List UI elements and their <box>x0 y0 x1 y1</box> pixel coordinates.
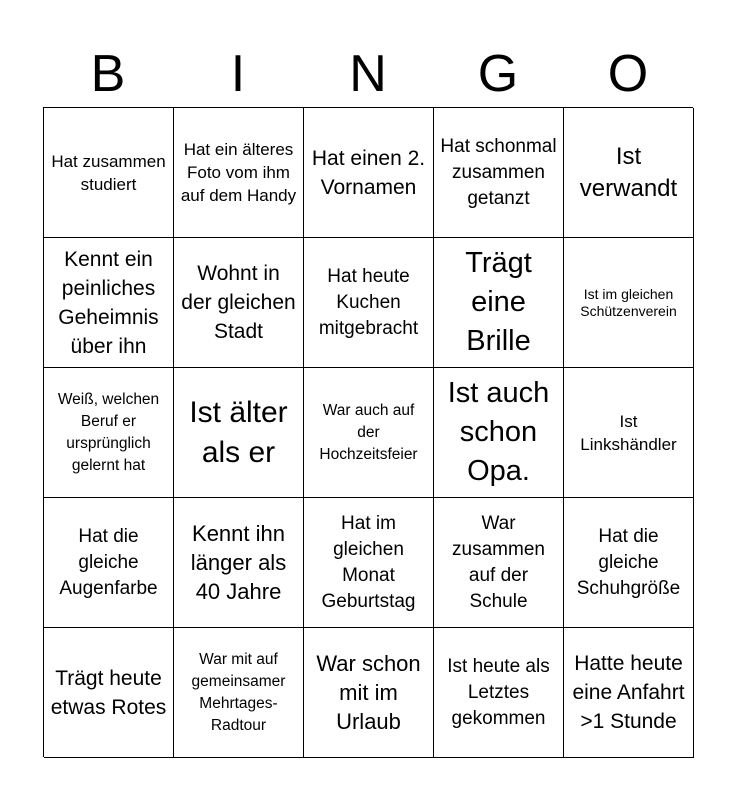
cell-text: Weiß, welchen Beruf er ursprünglich gelernt hat <box>57 390 160 474</box>
cell-text: Ist im gleichen Schützenverein <box>580 285 677 319</box>
bingo-grid <box>43 107 693 757</box>
cell-text: Hat ein älteres Foto vom ihm auf dem Handy <box>180 140 297 205</box>
header-letter-o: O <box>607 45 649 103</box>
bingo-cell[interactable] <box>174 368 304 498</box>
bingo-cell[interactable] <box>44 368 174 498</box>
bingo-cell[interactable] <box>434 628 564 758</box>
cell-text: Hat heute Kuchen mitgebracht <box>318 265 419 339</box>
cell-text: Trägt heute etwas Rotes <box>50 666 167 719</box>
cell-text: War mit auf gemeinsamer Mehrtages-Radtour <box>191 650 286 734</box>
cell-text: Hat schonmal zusammen getanzt <box>440 135 557 209</box>
bingo-cell[interactable] <box>304 498 434 628</box>
bingo-cell[interactable] <box>304 368 434 498</box>
bingo-cell[interactable] <box>564 238 694 368</box>
bingo-cell[interactable] <box>434 368 564 498</box>
bingo-cell[interactable] <box>174 238 304 368</box>
bingo-cell[interactable] <box>44 498 174 628</box>
cell-text: Kennt ihn länger als 40 Jahre <box>190 521 287 604</box>
header-letter-b: B <box>90 45 126 103</box>
bingo-cell[interactable] <box>434 238 564 368</box>
bingo-cell[interactable] <box>564 628 694 758</box>
bingo-cell[interactable] <box>44 628 174 758</box>
header-letter-g: G <box>477 45 519 103</box>
bingo-cell[interactable] <box>304 238 434 368</box>
bingo-cell[interactable] <box>174 498 304 628</box>
bingo-cell[interactable] <box>564 368 694 498</box>
bingo-cell[interactable] <box>174 628 304 758</box>
cell-text: Ist älter als er <box>189 395 288 469</box>
header-letter-n: N <box>349 45 387 103</box>
bingo-cell[interactable] <box>304 628 434 758</box>
header-letter-i: I <box>230 45 246 103</box>
cell-text: War zusammen auf der Schule <box>452 512 545 612</box>
bingo-cell[interactable] <box>434 108 564 238</box>
cell-text: Hat zusammen studiert <box>51 151 166 194</box>
cell-text: War auch auf der Hochzeitsfeier <box>319 401 418 463</box>
cell-text: Hat die gleiche Augenfarbe <box>59 525 158 599</box>
cell-text: Hat im gleichen Monat Geburtstag <box>321 512 416 612</box>
bingo-cell[interactable] <box>44 238 174 368</box>
bingo-cell[interactable] <box>304 108 434 238</box>
cell-text: Ist heute als Letztes gekommen <box>447 655 550 729</box>
cell-text: Ist Linkshändler <box>580 411 677 454</box>
cell-text: Hatte heute eine Anfahrt >1 Stunde <box>572 652 685 733</box>
bingo-cell[interactable] <box>174 108 304 238</box>
cell-text: Hat einen 2. Vornamen <box>311 146 426 199</box>
cell-text: War schon mit im Urlaub <box>316 651 421 734</box>
cell-text: Ist auch schon Opa. <box>447 377 550 487</box>
cell-text: Hat die gleiche Schuhgröße <box>576 525 681 599</box>
bingo-header <box>43 40 693 108</box>
cell-text: Ist verwandt <box>579 142 678 202</box>
bingo-cell[interactable] <box>44 108 174 238</box>
cell-text: Trägt eine Brille <box>465 247 532 357</box>
bingo-cell[interactable] <box>564 108 694 238</box>
cell-text: Kennt ein peinliches Geheimnis über ihn <box>58 247 159 358</box>
bingo-cell[interactable] <box>564 498 694 628</box>
cell-text: Wohnt in der gleichen Stadt <box>181 262 296 343</box>
bingo-cell[interactable] <box>434 498 564 628</box>
